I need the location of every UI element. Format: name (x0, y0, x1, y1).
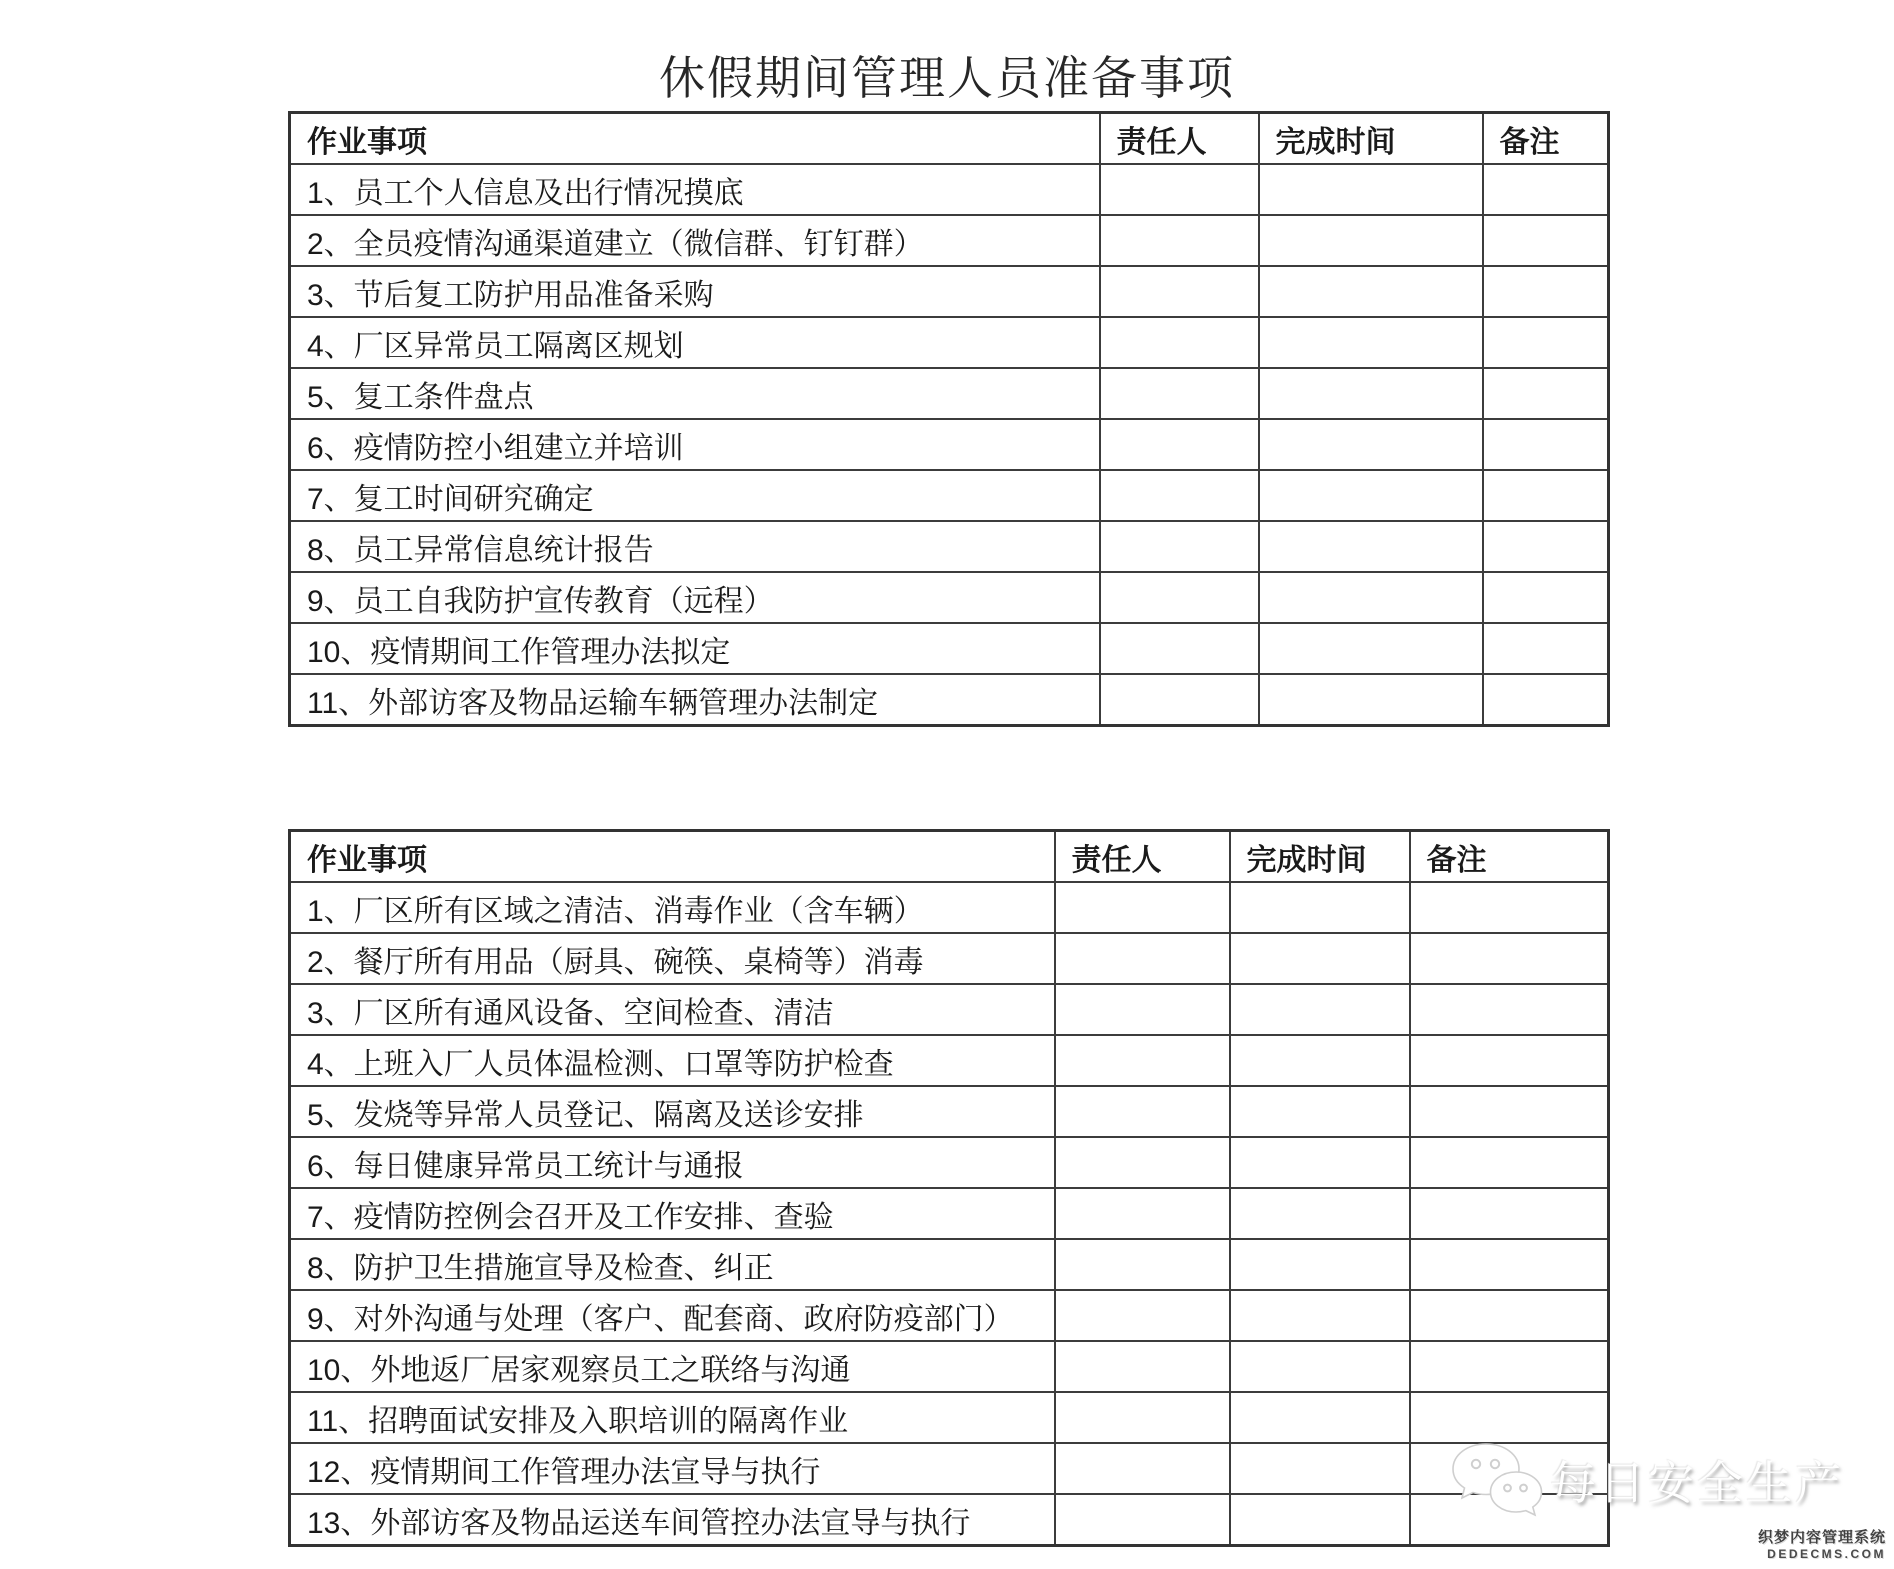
responsible-person-cell (1100, 266, 1259, 317)
remarks-cell (1483, 164, 1609, 215)
column-header: 备注 (1410, 831, 1609, 883)
responsible-person-cell (1055, 1392, 1230, 1443)
table-row (290, 521, 1609, 572)
completion-time-cell (1259, 674, 1483, 726)
remarks-cell (1410, 1341, 1609, 1392)
task-item-cell: 7、复工时间研究确定 (290, 470, 1100, 521)
completion-time-cell (1259, 215, 1483, 266)
table-row (290, 1137, 1609, 1188)
completion-time-cell (1230, 933, 1410, 984)
task-item-cell: 1、员工个人信息及出行情况摸底 (290, 164, 1100, 215)
column-header: 责任人 (1055, 831, 1230, 883)
completion-time-cell (1230, 1035, 1410, 1086)
responsible-person-cell (1055, 1494, 1230, 1546)
table-row (290, 572, 1609, 623)
remarks-cell (1410, 1239, 1609, 1290)
responsible-person-cell (1100, 623, 1259, 674)
completion-time-cell (1230, 1494, 1410, 1546)
remarks-cell (1483, 674, 1609, 726)
table-row (290, 317, 1609, 368)
remarks-cell (1410, 1443, 1609, 1494)
completion-time-cell (1259, 164, 1483, 215)
table-row (290, 1341, 1609, 1392)
task-item-cell: 3、厂区所有通风设备、空间检查、清洁 (290, 984, 1055, 1035)
task-item-cell: 8、员工异常信息统计报告 (290, 521, 1100, 572)
completion-time-cell (1230, 1341, 1410, 1392)
responsible-person-cell (1055, 1341, 1230, 1392)
completion-time-cell (1259, 419, 1483, 470)
task-item-cell: 1、厂区所有区域之清洁、消毒作业（含车辆） (290, 882, 1055, 933)
cms-domain-text: DEDECMS.COM (1767, 1546, 1886, 1561)
responsible-person-cell (1055, 1290, 1230, 1341)
responsible-person-cell (1100, 521, 1259, 572)
remarks-cell (1483, 521, 1609, 572)
responsible-person-cell (1100, 164, 1259, 215)
responsible-person-cell (1100, 470, 1259, 521)
task-item-cell: 11、招聘面试安排及入职培训的隔离作业 (290, 1392, 1055, 1443)
task-item-cell: 13、外部访客及物品运送车间管控办法宣导与执行 (290, 1494, 1055, 1546)
completion-time-cell (1259, 470, 1483, 521)
task-item-cell: 7、疫情防控例会召开及工作安排、查验 (290, 1188, 1055, 1239)
remarks-cell (1483, 623, 1609, 674)
task-item-cell: 10、疫情期间工作管理办法拟定 (290, 623, 1100, 674)
completion-time-cell (1230, 1392, 1410, 1443)
remarks-cell (1410, 1086, 1609, 1137)
cms-name-text: 织梦内容管理系统 (1757, 1529, 1886, 1546)
page-title: 休假期间管理人员准备事项 (659, 52, 1235, 104)
remarks-cell (1483, 266, 1609, 317)
table-row (290, 623, 1609, 674)
responsible-person-cell (1055, 1137, 1230, 1188)
task-item-cell: 4、上班入厂人员体温检测、口罩等防护检查 (290, 1035, 1055, 1086)
responsible-person-cell (1055, 1188, 1230, 1239)
remarks-cell (1483, 317, 1609, 368)
responsible-person-cell (1055, 1035, 1230, 1086)
column-header: 完成时间 (1230, 831, 1410, 883)
responsible-person-cell (1055, 933, 1230, 984)
completion-time-cell (1230, 1443, 1410, 1494)
completion-time-cell (1259, 572, 1483, 623)
table-row (290, 164, 1609, 215)
remarks-cell (1410, 1290, 1609, 1341)
table-row (290, 984, 1609, 1035)
task-item-cell: 3、节后复工防护用品准备采购 (290, 266, 1100, 317)
table-row (290, 1086, 1609, 1137)
completion-time-cell (1230, 1137, 1410, 1188)
task-item-cell: 11、外部访客及物品运输车辆管理办法制定 (290, 674, 1100, 726)
completion-time-cell (1230, 1239, 1410, 1290)
column-header: 作业事项 (290, 113, 1100, 165)
column-header: 作业事项 (290, 831, 1055, 883)
remarks-cell (1410, 1392, 1609, 1443)
task-item-cell: 2、全员疫情沟通渠道建立（微信群、钉钉群） (290, 215, 1100, 266)
table-row (290, 1443, 1609, 1494)
completion-time-cell (1259, 623, 1483, 674)
task-item-cell: 9、对外沟通与处理（客户、配套商、政府防疫部门） (290, 1290, 1055, 1341)
task-item-cell: 9、员工自我防护宣传教育（远程） (290, 572, 1100, 623)
responsible-person-cell (1055, 1239, 1230, 1290)
responsible-person-cell (1055, 882, 1230, 933)
table-row (290, 1392, 1609, 1443)
table-row (290, 419, 1609, 470)
remarks-cell (1410, 933, 1609, 984)
table-row (290, 1239, 1609, 1290)
responsible-person-cell (1100, 419, 1259, 470)
responsible-person-cell (1055, 1443, 1230, 1494)
completion-time-cell (1230, 1188, 1410, 1239)
task-item-cell: 12、疫情期间工作管理办法宣导与执行 (290, 1443, 1055, 1494)
table-row (290, 933, 1609, 984)
task-item-cell: 6、每日健康异常员工统计与通报 (290, 1137, 1055, 1188)
remarks-cell (1483, 215, 1609, 266)
remarks-cell (1483, 572, 1609, 623)
completion-time-cell (1230, 1086, 1410, 1137)
completion-time-cell (1230, 882, 1410, 933)
holiday-prep-table-1 (288, 111, 1610, 727)
completion-time-cell (1230, 984, 1410, 1035)
header-row (290, 831, 1609, 883)
remarks-cell (1410, 1137, 1609, 1188)
table-row (290, 470, 1609, 521)
task-item-cell: 5、复工条件盘点 (290, 368, 1100, 419)
header-row (290, 113, 1609, 165)
table-row (290, 882, 1609, 933)
remarks-cell (1410, 1188, 1609, 1239)
completion-time-cell (1259, 521, 1483, 572)
remarks-cell (1410, 882, 1609, 933)
task-item-cell: 10、外地返厂居家观察员工之联络与沟通 (290, 1341, 1055, 1392)
responsible-person-cell (1100, 368, 1259, 419)
responsible-person-cell (1100, 317, 1259, 368)
table-row (290, 1290, 1609, 1341)
column-header: 备注 (1483, 113, 1609, 165)
table-row (290, 368, 1609, 419)
table-row (290, 1494, 1609, 1546)
table-row (290, 1035, 1609, 1086)
task-item-cell: 4、厂区异常员工隔离区规划 (290, 317, 1100, 368)
task-item-cell: 6、疫情防控小组建立并培训 (290, 419, 1100, 470)
table-row (290, 1188, 1609, 1239)
responsible-person-cell (1100, 215, 1259, 266)
task-item-cell: 2、餐厅所有用品（厨具、碗筷、桌椅等）消毒 (290, 933, 1055, 984)
table-row (290, 215, 1609, 266)
remarks-cell (1410, 1035, 1609, 1086)
remarks-cell (1410, 1494, 1609, 1546)
task-item-cell: 8、防护卫生措施宣导及检查、纠正 (290, 1239, 1055, 1290)
holiday-prep-table-2 (288, 829, 1610, 1547)
table-row (290, 674, 1609, 726)
column-header: 责任人 (1100, 113, 1259, 165)
completion-time-cell (1230, 1290, 1410, 1341)
responsible-person-cell (1100, 572, 1259, 623)
responsible-person-cell (1100, 674, 1259, 726)
task-item-cell: 5、发烧等异常人员登记、隔离及送诊安排 (290, 1086, 1055, 1137)
table-row (290, 266, 1609, 317)
remarks-cell (1483, 470, 1609, 521)
cms-stamp (1758, 1530, 1886, 1560)
completion-time-cell (1259, 266, 1483, 317)
completion-time-cell (1259, 317, 1483, 368)
column-header: 完成时间 (1259, 113, 1483, 165)
remarks-cell (1410, 984, 1609, 1035)
remarks-cell (1483, 368, 1609, 419)
watermark-brand-text: 每日安全生产 (1550, 1457, 1844, 1509)
completion-time-cell (1259, 368, 1483, 419)
remarks-cell (1483, 419, 1609, 470)
responsible-person-cell (1055, 1086, 1230, 1137)
responsible-person-cell (1055, 984, 1230, 1035)
